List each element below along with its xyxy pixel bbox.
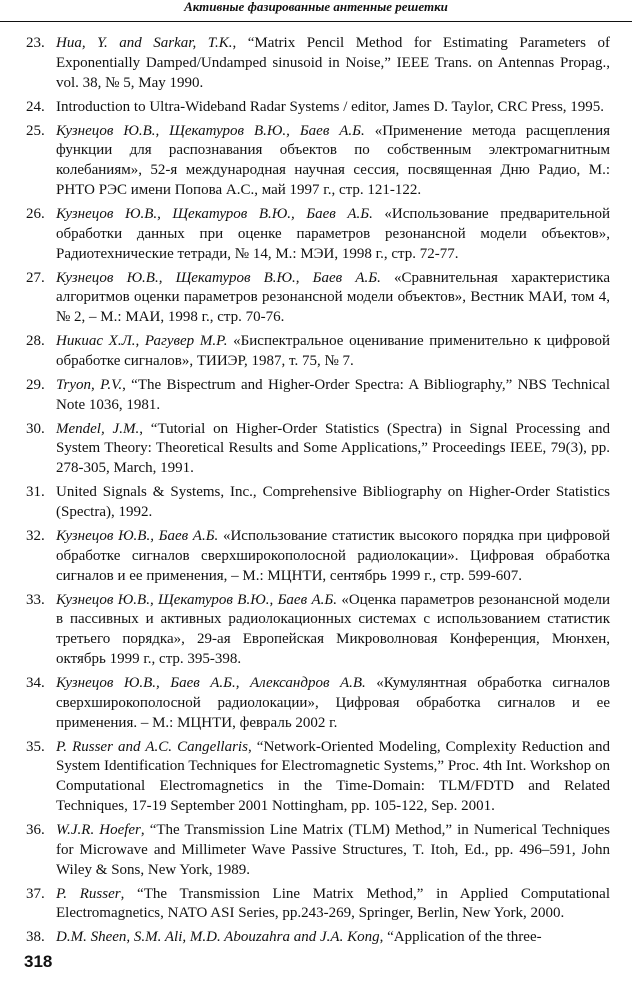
reference-text: «Биспектральное оценивание применительно к цифровой обработке сигналов», ТИИЭР, 1987, т. 75, № 7. — [56, 333, 610, 369]
reference-item — [26, 483, 610, 523]
reference-text: , “The Transmission Line Matrix Method,” in Applied Computational Electromagnetics, NATO ASI Series, pp.243-269, Springer, Berlin, New York, 2000. — [56, 885, 611, 922]
reference-number: 36. — [26, 821, 45, 838]
reference-item — [26, 885, 610, 925]
reference-number: 28. — [26, 333, 45, 350]
reference-authors: Кузнецов Ю.В., Баев А.Б. — [56, 528, 219, 545]
reference-number: 34. — [26, 674, 45, 691]
reference-number: 30. — [26, 420, 45, 437]
reference-text: «Кумулянтная обработка сигналов сверхширокополосной радиолокации», Цифровая обработка сигналов и ее применения. – М.: МЦНТИ, февраль 2002 г. — [56, 674, 610, 731]
reference-text: «Сравнительная характеристика алгоритмов оценки параметров резонансной модели объектов», Вестник МАИ, том 4, № 2, – М.: МАИ, 1998 г., стр. 70-76. — [56, 269, 610, 326]
reference-item — [26, 674, 610, 733]
reference-item — [26, 527, 610, 586]
reference-item — [26, 34, 610, 93]
reference-item — [26, 332, 610, 372]
reference-text: , “The Transmission Line Matrix (TLM) Method,” in Numerical Techniques for Microwave and Millimeter Wave Passive Structures, T. Itoh, Ed., pp. 496–591, John Wiley & Sons, New York, 1989. — [56, 821, 611, 878]
reference-authors: Кузнецов Ю.В., Щекатуров В.Ю., Баев А.Б. — [56, 591, 337, 608]
reference-authors: Mendel, J.M. — [56, 420, 140, 437]
reference-list — [26, 34, 610, 952]
reference-number: 26. — [26, 205, 45, 222]
reference-text: , “The Bispectrum and Higher-Order Spectra: A Bibliography,” NBS Technical Note 1036, 1981. — [56, 376, 611, 413]
reference-number: 25. — [26, 122, 45, 139]
reference-authors: P. Russer and A.C. Cangellaris — [56, 738, 248, 755]
reference-item — [26, 122, 610, 201]
reference-item — [26, 376, 610, 416]
reference-item — [26, 591, 610, 670]
reference-authors: Hua, Y. and Sarkar, T.K. — [56, 35, 233, 51]
page-number: 318 — [24, 952, 53, 971]
reference-number: 35. — [26, 738, 45, 755]
reference-text: «Использование статистик высокого порядка при цифровой обработке сигналов сверхширокополосной радиолокации». Цифровая обработка сигналов и ее применения, – М.: МЦНТИ, сентябрь 1999 г., стр. 599-607. — [56, 528, 610, 584]
reference-text: «Применение метода расщепления функции для распознавания объектов по собственным электромагнитным колебаниям», 52-я международная научная сессия, посвященная Дню Радио, М.: РНТО РЭС имени Попова А.С., май 1997 г., стр. 121-122. — [56, 122, 610, 198]
reference-item — [26, 98, 610, 118]
reference-authors: Никиас Х.Л., Рагувер М.Р. — [56, 333, 228, 350]
reference-number: 23. — [26, 35, 45, 51]
reference-text: , “Matrix Pencil Method for Estimating Parameters of Exponentially Damped/Undamped sinusoid in Noise,” IEEE Trans. on Antennas Propag., vol. 38, № 5, May 1990. — [56, 35, 610, 91]
reference-number: 31. — [26, 484, 45, 501]
reference-text: Introduction to Ultra-Wideband Radar Systems / editor, James D. Taylor, CRC Press, 1995. — [56, 98, 605, 115]
reference-item — [26, 205, 610, 264]
reference-number: 27. — [26, 269, 45, 286]
reference-number: 29. — [26, 376, 45, 393]
reference-text: , “Tutorial on Higher-Order Statistics (Spectra) in Signal Processing and System Theory: Theoretical Results and Some Applications,” Proceedings IEEE, 79(3), pp. 278-305, March, 1991. — [56, 420, 610, 477]
reference-item — [26, 420, 610, 479]
reference-item — [26, 738, 610, 817]
reference-authors: Кузнецов Ю.В., Щекатуров В.Ю., Баев А.Б. — [56, 269, 381, 286]
reference-authors: W.J.R. Hoefer — [56, 821, 141, 838]
reference-number: 37. — [26, 885, 45, 902]
reference-text: , “Network-Oriented Modeling, Complexity Reduction and System Identification Techniques for Electromagnetic Systems,” Proc. 4th Int. Workshop on Computational Electromagnetics in the Time-Domain: TLM/FDTD and Related Techniques, 17-19 September 2001 Nottingham, pp. 105-122, Sep. 2001. — [56, 738, 610, 814]
reference-authors: Tryon, P.V. — [56, 376, 123, 393]
reference-text: «Использование предварительной обработки данных при оценке параметров резонансной модели объектов», Радиотехнические тетради, № 14, М.: МЭИ, 1998 г., стр. 72-77. — [56, 205, 610, 262]
reference-authors: Кузнецов Ю.В., Баев А.Б., Александров А.В. — [56, 674, 366, 691]
reference-authors: Кузнецов Ю.В., Щекатуров В.Ю., Баев А.Б. — [56, 205, 373, 222]
reference-text: United Signals & Systems, Inc., Comprehensive Bibliography on Higher-Order Statistics (Spectra), 1992. — [56, 484, 610, 521]
reference-authors: Кузнецов Ю.В., Щекатуров В.Ю., Баев А.Б. — [56, 122, 365, 139]
running-title: Активные фазированные антенные решетки — [0, 0, 632, 22]
reference-item — [26, 821, 610, 880]
reference-item — [26, 269, 610, 328]
reference-number: 33. — [26, 591, 45, 608]
reference-number: 32. — [26, 528, 45, 545]
reference-text: «Оценка параметров резонансной модели в пассивных и активных радиолокационных системах с использованием статистик третьего порядка», 29-ая Европейская Микроволновая Конференция, Мюнхен, октябрь 1999 г., стр. 395-398. — [56, 591, 610, 667]
reference-item — [26, 928, 610, 948]
reference-number: 24. — [26, 98, 45, 115]
reference-authors: P. Russer — [56, 885, 121, 902]
reference-number: 38. — [26, 929, 45, 946]
reference-text: , “Application of the three- — [379, 929, 542, 946]
reference-authors: D.M. Sheen, S.M. Ali, M.D. Abouzahra and J.A. Kong — [56, 929, 380, 946]
